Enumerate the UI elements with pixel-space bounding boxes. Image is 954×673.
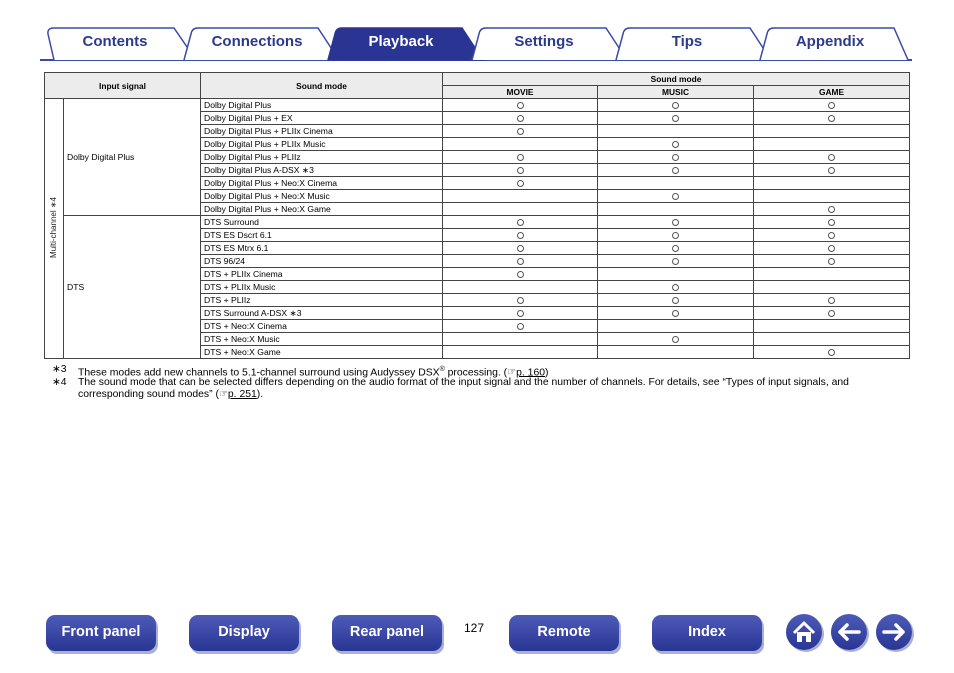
cell-game <box>754 242 910 255</box>
link-p160[interactable]: p. 160 <box>516 367 545 379</box>
tab-settings[interactable]: Settings <box>514 33 574 50</box>
arrow-right-icon <box>876 614 912 650</box>
available-circle-icon <box>828 206 835 213</box>
cell-game <box>754 177 910 190</box>
available-circle-icon <box>672 232 679 239</box>
tab-appendix[interactable]: Appendix <box>795 33 865 50</box>
cell-game <box>754 203 910 216</box>
cell-game <box>754 125 910 138</box>
tab-tips[interactable]: Tips <box>671 33 703 50</box>
cell-movie <box>443 229 598 242</box>
footnote-4-text <box>78 377 908 401</box>
tab-connections[interactable]: Connections <box>211 33 303 50</box>
available-circle-icon <box>828 167 835 174</box>
cell-music <box>598 203 754 216</box>
footnote-4-text-a: The sound mode that can be selected differs depending on the audio format of the input signal and the number of channels. For details, see “Types of input signals, and corresponding sound modes” ( <box>78 377 849 400</box>
cell-music <box>598 125 754 138</box>
cell-music <box>598 346 754 359</box>
available-circle-icon <box>517 102 524 109</box>
sound-mode-name: DTS 96/24 <box>201 255 443 268</box>
footnote-4-text-c: ). <box>256 389 264 400</box>
cell-game <box>754 164 910 177</box>
available-circle-icon <box>672 154 679 161</box>
footnote-4-mark: ∗4 <box>52 377 67 388</box>
cell-game <box>754 99 910 112</box>
cell-game <box>754 229 910 242</box>
home-button[interactable] <box>786 614 822 650</box>
available-circle-icon <box>517 271 524 278</box>
available-circle-icon <box>828 232 835 239</box>
cell-movie <box>443 268 598 281</box>
cell-music <box>598 99 754 112</box>
available-circle-icon <box>672 193 679 200</box>
cell-game <box>754 112 910 125</box>
sound-mode-table <box>44 72 910 359</box>
available-circle-icon <box>828 258 835 265</box>
available-circle-icon <box>672 297 679 304</box>
pointing-hand-icon: ☞ <box>507 367 517 379</box>
front-panel-button[interactable]: Front panel <box>46 615 156 651</box>
footnote-3 <box>52 364 912 378</box>
cell-game <box>754 268 910 281</box>
cell-music <box>598 333 754 346</box>
cell-music <box>598 320 754 333</box>
header-music: MUSIC <box>598 86 754 99</box>
cell-game <box>754 281 910 294</box>
sound-mode-name: DTS + Neo:X Game <box>201 346 443 359</box>
sound-mode-name: Dolby Digital Plus + Neo:X Cinema <box>201 177 443 190</box>
available-circle-icon <box>517 154 524 161</box>
index-button[interactable]: Index <box>652 615 762 651</box>
cell-movie <box>443 164 598 177</box>
cell-movie <box>443 125 598 138</box>
cell-music <box>598 216 754 229</box>
display-button[interactable]: Display <box>189 615 299 651</box>
cell-movie <box>443 177 598 190</box>
available-circle-icon <box>517 128 524 135</box>
cell-game <box>754 151 910 164</box>
sound-mode-name: DTS + Neo:X Cinema <box>201 320 443 333</box>
cell-game <box>754 190 910 203</box>
cell-movie <box>443 281 598 294</box>
available-circle-icon <box>517 323 524 330</box>
forward-button[interactable] <box>876 614 912 650</box>
cell-movie <box>443 346 598 359</box>
cell-movie <box>443 138 598 151</box>
cell-movie <box>443 99 598 112</box>
top-navigation-tabs <box>0 0 954 66</box>
sound-mode-name: Dolby Digital Plus + EX <box>201 112 443 125</box>
available-circle-icon <box>828 310 835 317</box>
back-button[interactable] <box>831 614 867 650</box>
footnote-3-mark: ∗3 <box>52 364 67 375</box>
remote-button[interactable]: Remote <box>509 615 619 651</box>
cell-game <box>754 307 910 320</box>
footnote-3-text-c: ) <box>545 367 549 379</box>
cell-movie <box>443 307 598 320</box>
sound-mode-name: Dolby Digital Plus + Neo:X Music <box>201 190 443 203</box>
available-circle-icon <box>517 167 524 174</box>
available-circle-icon <box>828 297 835 304</box>
available-circle-icon <box>672 102 679 109</box>
sound-mode-name: DTS Surround A-DSX ∗3 <box>201 307 443 320</box>
table-row <box>45 99 910 112</box>
sound-mode-name: Dolby Digital Plus + PLIIx Cinema <box>201 125 443 138</box>
cell-music <box>598 138 754 151</box>
header-game: GAME <box>754 86 910 99</box>
pointing-hand-icon: ☞ <box>218 389 228 400</box>
available-circle-icon <box>672 310 679 317</box>
cell-movie <box>443 320 598 333</box>
cell-music <box>598 112 754 125</box>
cell-movie <box>443 203 598 216</box>
cell-game <box>754 320 910 333</box>
cell-movie <box>443 242 598 255</box>
available-circle-icon <box>672 219 679 226</box>
cell-movie <box>443 294 598 307</box>
input-group-dolby-digital-plus: Dolby Digital Plus <box>64 99 201 216</box>
cell-music <box>598 242 754 255</box>
tab-playback[interactable]: Playback <box>368 33 434 50</box>
sound-mode-name: DTS + PLIIx Music <box>201 281 443 294</box>
available-circle-icon <box>517 258 524 265</box>
sound-mode-name: DTS ES Mtrx 6.1 <box>201 242 443 255</box>
sound-mode-name: Dolby Digital Plus + PLIIx Music <box>201 138 443 151</box>
sound-mode-name: DTS + PLIIz <box>201 294 443 307</box>
cell-game <box>754 346 910 359</box>
arrow-left-icon <box>831 614 867 650</box>
cell-music <box>598 255 754 268</box>
table-body <box>45 99 910 359</box>
cell-music <box>598 164 754 177</box>
multichannel-label: Multi-channel ∗4 <box>49 196 58 258</box>
sound-mode-name: DTS + PLIIx Cinema <box>201 268 443 281</box>
available-circle-icon <box>828 154 835 161</box>
sound-mode-name: DTS + Neo:X Music <box>201 333 443 346</box>
cell-game <box>754 216 910 229</box>
available-circle-icon <box>828 245 835 252</box>
available-circle-icon <box>672 245 679 252</box>
input-group-dts: DTS <box>64 216 201 359</box>
multichannel-label-cell <box>45 99 64 359</box>
cell-music <box>598 307 754 320</box>
header-input-signal: Input signal <box>45 73 201 99</box>
header-movie: MOVIE <box>443 86 598 99</box>
cell-movie <box>443 255 598 268</box>
cell-movie <box>443 112 598 125</box>
cell-music <box>598 190 754 203</box>
header-sound-mode-group: Sound mode <box>443 73 910 86</box>
available-circle-icon <box>828 219 835 226</box>
cell-music <box>598 281 754 294</box>
cell-game <box>754 294 910 307</box>
sound-mode-name: Dolby Digital Plus <box>201 99 443 112</box>
footnote-3-text-a: These modes add new channels to 5.1-channel surround using Audyssey DSX <box>78 367 440 379</box>
available-circle-icon <box>828 349 835 356</box>
available-circle-icon <box>517 297 524 304</box>
available-circle-icon <box>672 115 679 122</box>
table-row <box>45 216 910 229</box>
available-circle-icon <box>517 310 524 317</box>
available-circle-icon <box>672 336 679 343</box>
link-p251[interactable]: p. 251 <box>227 389 257 400</box>
tab-contents[interactable]: Contents <box>82 33 148 50</box>
available-circle-icon <box>672 284 679 291</box>
header-sound-mode: Sound mode <box>201 73 443 99</box>
available-circle-icon <box>672 167 679 174</box>
sound-mode-name: Dolby Digital Plus + PLIIz <box>201 151 443 164</box>
sound-mode-name: Dolby Digital Plus + Neo:X Game <box>201 203 443 216</box>
cell-game <box>754 255 910 268</box>
rear-panel-button[interactable]: Rear panel <box>332 615 442 651</box>
footnote-3-text-b: processing. ( <box>444 367 508 379</box>
available-circle-icon <box>828 115 835 122</box>
sound-mode-name: Dolby Digital Plus A-DSX ∗3 <box>201 164 443 177</box>
cell-music <box>598 268 754 281</box>
sound-mode-name: DTS Surround <box>201 216 443 229</box>
available-circle-icon <box>672 258 679 265</box>
cell-movie <box>443 216 598 229</box>
sound-mode-name: DTS ES Dscrt 6.1 <box>201 229 443 242</box>
cell-movie <box>443 151 598 164</box>
registered-mark: ® <box>439 366 445 373</box>
cell-music <box>598 294 754 307</box>
cell-game <box>754 333 910 346</box>
cell-music <box>598 229 754 242</box>
available-circle-icon <box>517 219 524 226</box>
available-circle-icon <box>672 141 679 148</box>
cell-music <box>598 177 754 190</box>
home-icon <box>786 614 822 650</box>
available-circle-icon <box>517 115 524 122</box>
cell-music <box>598 151 754 164</box>
cell-game <box>754 138 910 151</box>
available-circle-icon <box>828 102 835 109</box>
cell-movie <box>443 333 598 346</box>
available-circle-icon <box>517 245 524 252</box>
page-number: 127 <box>464 621 485 635</box>
available-circle-icon <box>517 232 524 239</box>
footnote-4 <box>52 377 912 403</box>
cell-movie <box>443 190 598 203</box>
available-circle-icon <box>517 180 524 187</box>
